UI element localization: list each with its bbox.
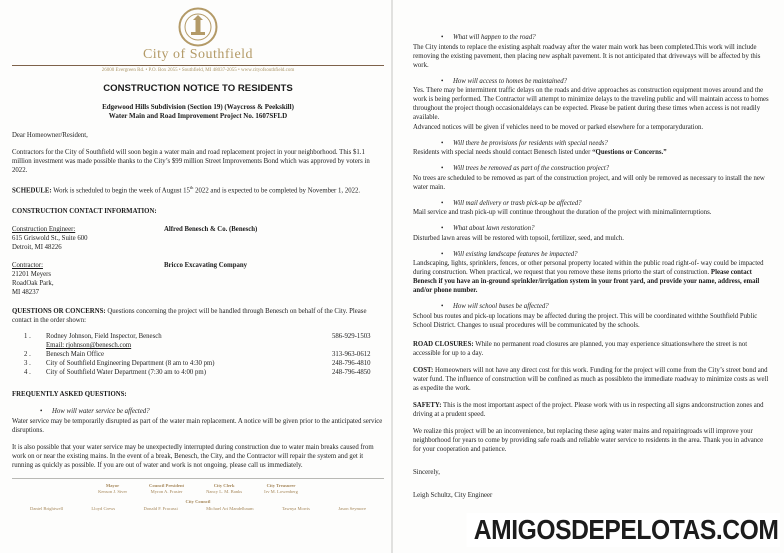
page-1 — [12, 0, 384, 470]
qa-question — [441, 302, 771, 311]
council-member: Tawnya Morris — [281, 505, 310, 511]
item-number: 1 . — [24, 333, 31, 341]
council-member: Donald F. Fracassi — [143, 505, 178, 511]
qa-school-buses — [413, 302, 771, 330]
contact-name: City of Southfield Water Department (7:30 am to 4:00 pm) — [46, 369, 206, 377]
bullet-icon: • — [40, 408, 43, 416]
council-member: Daniel Brightwell — [30, 505, 64, 511]
contact-phone: 248-796-4810 — [332, 360, 371, 368]
qa-trees — [413, 164, 771, 192]
contact-contractor-block — [12, 261, 384, 297]
council-title: City Council — [185, 499, 211, 505]
council-member: Lloyd Crews — [91, 505, 116, 511]
subtitle-line-2: Water Main and Road Improvement Project No. 1607SFLD — [108, 111, 288, 120]
contact-engineer-address — [12, 225, 164, 252]
qa-question-text: What will happen to the road? — [453, 34, 536, 41]
questions-label: QUESTIONS OR CONCERNS: — [12, 308, 106, 316]
salutation: Dear Homeowner/Resident, — [12, 132, 88, 140]
official-title: City Treasurer — [266, 483, 296, 488]
qa-special-needs — [413, 139, 771, 158]
official-council-president — [149, 483, 184, 494]
contact-phone: 586-929-1503 — [332, 333, 371, 341]
qa-answer: School bus routes and pick-up locations may be affected during the project. This will be coordinated withthe Southfield Public School District. Changes to usual procedures will be communicated by the schools. — [413, 312, 758, 329]
qa-question — [441, 224, 771, 233]
footer-rule — [12, 478, 384, 479]
schedule-text-2: 2022 and is expected to be completed by November 1, 2022. — [193, 187, 361, 195]
officials-row — [12, 483, 384, 494]
qa-question-text: How will access to homes be maintained? — [453, 77, 568, 85]
item-number: 4 . — [24, 369, 31, 377]
qa-question-text: Will trees be removed as part of the construction project? — [453, 165, 610, 172]
qa-answer — [413, 259, 771, 295]
contact-name: City of Southfield Engineering Department (8 am to 4:30 pm) — [46, 360, 215, 368]
qa-access — [413, 77, 771, 132]
cost-paragraph — [413, 366, 771, 393]
signature: Leigh Schultz, City Engineer — [413, 491, 493, 499]
bullet-icon: • — [441, 303, 444, 310]
bullet-icon: • — [441, 34, 444, 41]
bullet-icon: • — [441, 77, 444, 85]
contact-engineer-line2: Detroit, MI 48226 — [12, 244, 62, 252]
qa-question — [441, 139, 771, 148]
official-name: Myron A. Frasier — [150, 488, 183, 494]
org-address: 26000 Evergreen Rd. • P.O. Box 2055 • Southfield, MI 48037-2055 • www.cityofsouthfield.com — [101, 68, 295, 73]
qa-question-text: Will existing landscape features be impacted? — [453, 250, 578, 258]
qa-question-text: Will mail delivery or trash pick-up be affected? — [453, 199, 582, 207]
faq-heading: FREQUENTLY ASKED QUESTIONS: — [12, 391, 127, 399]
letterhead — [12, 0, 384, 74]
contact-info-heading: CONSTRUCTION CONTACT INFORMATION: — [12, 208, 157, 216]
qa-question-text: What about lawn restoration? — [453, 225, 535, 232]
road-closures-text: While no permanent road closures are planned, you may experience situationswhere the street is not accessible for up to a day. — [413, 340, 748, 357]
list-item — [12, 368, 384, 377]
bullet-icon: • — [441, 139, 444, 147]
contact-phone: 248-796-4850 — [332, 369, 371, 377]
city-seal-icon — [178, 7, 218, 47]
official-title: City Clerk — [213, 483, 235, 488]
schedule-paragraph — [12, 183, 384, 195]
bullet-icon: • — [441, 225, 444, 232]
qa-answer-bold: Please contact Benesch if you have an in-ground sprinkler/irrigation system in your front yard, and provide your name, address, email and/or phone number. — [413, 269, 760, 294]
contact-email-link[interactable]: Email: rjohnson@benesch.com — [46, 342, 132, 350]
watermark — [467, 513, 780, 547]
item-number: 3 . — [24, 360, 31, 368]
official-name: Nancy L. M. Banks — [206, 488, 243, 494]
schedule-text-1: Work is scheduled to begin the week of August 15 — [51, 187, 190, 195]
intro-paragraph: Contractors for the City of Southfield will soon begin a water main and road replacement project in your neighborhood. This $1.1 million investment was made possible thanks to the City’s $99 million Street Improvements Bond which was approved by voters in 2022. — [12, 149, 370, 175]
faq-question — [40, 407, 384, 416]
list-item — [12, 332, 384, 350]
official-title: Council President — [149, 483, 185, 488]
bullet-icon: • — [441, 165, 444, 172]
official-name: Kenson J. Siver — [98, 488, 128, 494]
qa-answer-text: Residents with special needs should contact Benesch listed under — [413, 149, 593, 156]
qa-answer-2: Advanced notices will be given if vehicles need to be moved or parked elsewhere for a temporaryduration. — [413, 123, 704, 131]
official-title: Mayor — [105, 483, 120, 488]
contact-contractor-company: Bricco Excavating Company — [164, 262, 248, 270]
safety-text: This is the most important aspect of the project. Please work with us in respecting all signs andconstruction zones and driving at a prudent speed. — [413, 401, 764, 418]
qa-lawn — [413, 224, 771, 243]
sincerely: Sincerely, — [413, 468, 440, 476]
faq-question-text: How will water service be affected? — [52, 408, 150, 416]
qa-answer: Yes. There may be intermittent traffic delays on the roads and drive approaches as construction equipment moves around and the work is being performed. The Contractor will attempt to minimize delays to the traveling public and will maintain access to homes throughout the project though occasionaldelays can be expected. Please be patient during these times when access is not readily available. — [413, 87, 769, 121]
org-name: City of Southfield — [142, 47, 254, 62]
contact-contractor-line3: MI 48237 — [12, 289, 39, 297]
qa-answer: No trees are scheduled to be removed as part of the construction project, and will only be removed as necessary to install the new water main. — [413, 174, 765, 191]
contact-priority-list — [12, 332, 384, 377]
qa-landscape — [413, 250, 771, 296]
cost-text: Homeowners will not have any direct cost for this work. Funding for the project will come from the City’s street bond and water fund. The influence of construction will be confined as much as possibleto the immediate roadway to minimize costs as well as expedite the work. — [413, 366, 769, 392]
bullet-icon: • — [441, 250, 444, 258]
watermark-tld: .COM — [715, 514, 779, 545]
contact-contractor-label: Contractor: — [12, 262, 43, 270]
questions-paragraph — [12, 307, 384, 325]
subtitle-line-1: Edgewood Hills Subdivision (Section 19) (Waycross & Peekskill) — [102, 103, 294, 111]
schedule-label: SCHEDULE: — [12, 187, 52, 195]
qa-question-text: How will school buses be affected? — [453, 303, 549, 310]
letterhead-rule — [12, 65, 384, 66]
page-divider — [391, 0, 393, 553]
contact-engineer-line1: 615 Griswold St., Suite 600 — [12, 235, 88, 243]
list-item — [12, 350, 384, 359]
closing-paragraph: We realize this project will be an inconvenience, but replacing these aging water mains and repairingroads will improve your neighborhood for years to come by providing safe roads and reliable water service to residents in the area. Thank you in advance for your cooperation and patience. — [413, 427, 764, 453]
contact-name: Rodney Johnson, Field Inspector, Benesch — [46, 333, 162, 341]
qa-question — [441, 164, 771, 173]
council-member: Michael Ari Mandelbaum — [206, 505, 254, 511]
official-mayor — [98, 483, 127, 494]
qa-answer-bold: “Questions or Concerns.” — [592, 149, 667, 156]
safety-paragraph — [413, 401, 771, 419]
qa-road — [413, 33, 771, 70]
contact-name: Benesch Main Office — [46, 351, 105, 359]
page-title: CONSTRUCTION NOTICE TO RESIDENTS — [103, 83, 293, 94]
page-2 — [413, 0, 771, 500]
qa-answer-text: Landscaping, lights, sprinklers, fences, or other personal property located within the public road right-of- way could be impacted during construction. When practical, we request that you remove these items priorto the start of construction. — [413, 260, 764, 276]
qa-answer: Disturbed lawn areas will be restored with topsoil, fertilizer, seed, and mulch. — [413, 234, 624, 242]
project-subtitle — [12, 103, 384, 120]
item-number: 2 . — [24, 351, 31, 359]
contact-engineer-company: Alfred Benesch & Co. (Benesch) — [164, 226, 258, 234]
contact-contractor-line1: 21201 Meyers — [12, 271, 52, 279]
signature-block — [413, 468, 771, 500]
qa-answer: Mail service and trash pick-up will continue throughout the duration of the project with minimalinterruptions. — [413, 209, 712, 216]
bullet-icon: • — [441, 199, 444, 207]
official-name: Irv M. Lowenberg — [264, 488, 298, 494]
qa-question — [441, 199, 771, 208]
qa-question — [441, 77, 771, 86]
qa-question — [441, 33, 771, 42]
qa-question-text: Will there be provisions for residents with special needs? — [453, 139, 608, 147]
qa-question — [441, 250, 771, 259]
questions-text: Questions concerning the project will be handled through Benesch on behalf of the City. Please contact in the order shown: — [12, 308, 367, 325]
schedule-ordinal: th — [189, 185, 194, 191]
contact-phone: 313-963-0612 — [332, 351, 371, 359]
watermark-brand: AMIGOSDEPELOTAS — [473, 514, 716, 545]
qa-mail-trash — [413, 199, 771, 218]
official-city-clerk — [206, 483, 242, 494]
official-city-treasurer — [264, 483, 298, 494]
contact-engineer-block — [12, 225, 384, 252]
contact-contractor-address — [12, 261, 164, 297]
road-closures-label: ROAD CLOSURES: — [413, 340, 474, 348]
list-item — [12, 359, 384, 368]
qa-answer — [413, 148, 771, 157]
cost-label: COST: — [413, 366, 434, 374]
qa-answer: The City intends to replace the existing asphalt roadway after the water main work has been completed.This work will include removing the existing pavement, then placing new asphalt pavement. It is not anticipated that driveways will be affected by this work. — [413, 43, 761, 69]
council-member: Jason Seymore — [338, 505, 366, 511]
road-closures-paragraph — [413, 340, 771, 358]
faq-answer: Water service may be temporarily disrupted as part of the water main replacement. A notice will be given prior to the anticipated service disruptions. — [12, 417, 383, 434]
safety-label: SAFETY: — [413, 401, 442, 409]
faq-answer-2: It is also possible that your water service may be unexpectedly interrupted during construction due to water main breaks caused from work on or near the existing mains. In the event of a break, Benesch, the City, and the Contractor will repair the system and get it running as quickly as possible. If you are out of water and work is not ongoing, please call us immediately. — [12, 443, 374, 469]
contact-engineer-label: Construction Engineer: — [12, 226, 76, 234]
page1-footer — [12, 478, 384, 511]
council-members-row — [12, 506, 384, 512]
contact-contractor-line2: RoadOak Park, — [12, 280, 54, 288]
item-name-block — [38, 332, 332, 350]
